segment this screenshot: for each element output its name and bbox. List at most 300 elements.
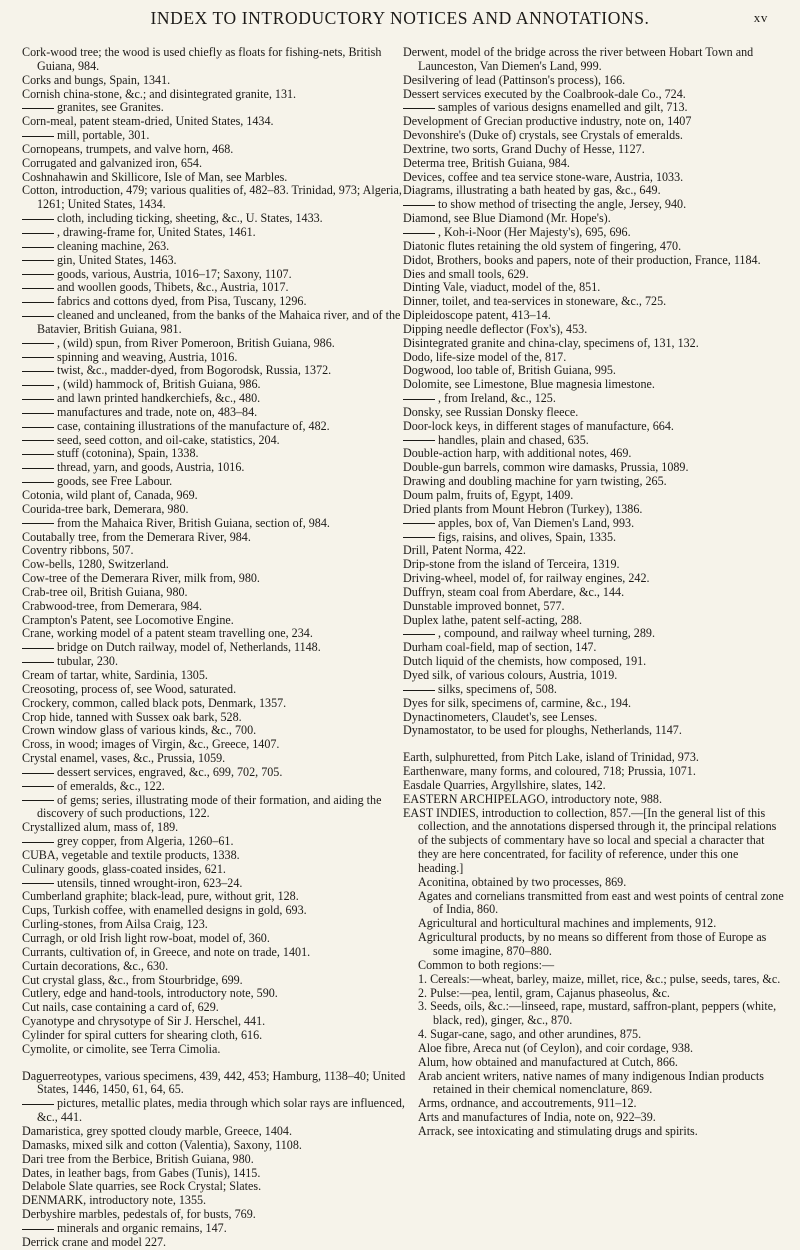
ditto-dash (22, 413, 54, 414)
ditto-dash (22, 274, 54, 275)
index-entry-text: Duffryn, steam coal from Aberdare, &c., 144. (403, 584, 625, 599)
index-entry (403, 973, 785, 987)
index-entry (403, 1056, 785, 1070)
index-entry (403, 447, 785, 461)
index-entry-text: bridge on Dutch railway, model of, Netherlands, 1148. (57, 640, 321, 655)
index-entry (22, 101, 408, 115)
index-entry-text: manufactures and trade, note on, 483–84. (57, 404, 258, 419)
index-entry-text: Development of Grecian productive industry, note on, 1407 (403, 114, 692, 129)
index-entry (22, 974, 408, 988)
index-entry-text: Dipping needle deflector (Fox's), 453. (403, 321, 588, 336)
page-title: INDEX TO INTRODUCTORY NOTICES AND ANNOTATIONS. (150, 8, 650, 28)
index-entry-text: stuff (cotonina), Spain, 1338. (57, 446, 199, 461)
index-entry-text: Corks and bungs, Spain, 1341. (22, 72, 171, 87)
index-entry (22, 351, 408, 365)
index-entry (403, 600, 785, 614)
index-entry (22, 1070, 408, 1098)
index-entry-text: Cyanotype and chrysotype of Sir J. Herschel, 441. (22, 1014, 266, 1029)
index-entry (403, 627, 785, 641)
index-entry (403, 184, 785, 198)
index-entry-text: Agates and cornelians transmitted from east and west points of central zone of India, 860. (418, 888, 784, 917)
index-entry-text: Crockery, common, called black pots, Denmark, 1357. (22, 695, 287, 710)
ditto-dash (22, 842, 54, 843)
ditto-dash (22, 440, 54, 441)
index-entry-text: Cups, Turkish coffee, with enamelled designs in gold, 693. (22, 903, 307, 918)
index-entry-text: , (wild) spun, from River Pomeroon, British Guiana, 986. (57, 335, 335, 350)
index-entry (22, 724, 408, 738)
index-entry (403, 198, 785, 212)
index-entry (22, 88, 408, 102)
index-entry (22, 171, 408, 185)
index-entry (403, 157, 785, 171)
index-entry (403, 378, 785, 392)
index-entry-text: goods, various, Austria, 1016–17; Saxony, 1107. (57, 266, 292, 281)
index-entry-text: Easdale Quarries, Argyllshire, slates, 142. (403, 777, 606, 792)
index-entry-text: Cow-bells, 1280, Switzerland. (22, 557, 169, 572)
index-entry-text: Crane, working model of a patent steam travelling one, 234. (22, 626, 313, 641)
index-entry-text: EASTERN ARCHIPELAGO, introductory note, 988. (403, 791, 662, 806)
index-entry-text: Dolomite, see Limestone, Blue magnesia limestone. (403, 377, 655, 392)
index-entry (22, 268, 408, 282)
index-entry-text: Alum, how obtained and manufactured at Cutch, 866. (418, 1054, 678, 1069)
index-entry-text: from the Mahaica River, British Guiana, section of, 984. (57, 515, 330, 530)
index-entry (22, 281, 408, 295)
index-entry (22, 157, 408, 171)
index-entry (403, 779, 785, 793)
index-entry-text: Crystal enamel, vases, &c., Prussia, 1059. (22, 751, 226, 766)
index-entry-text: Dynactinometers, Claudet's, see Lenses. (403, 709, 598, 724)
index-entry-text: tubular, 230. (57, 654, 118, 669)
index-entry (22, 572, 408, 586)
index-entry-text: Arab ancient writers, native names of many indigenous Indian products retained in their chemical nomenclature, 869. (418, 1068, 764, 1097)
index-entry-text: 4. Sugar-cane, sago, and other arundines, 875. (418, 1027, 642, 1042)
index-entry-text: spinning and weaving, Austria, 1016. (57, 349, 238, 364)
index-entry (22, 143, 408, 157)
index-entry-text: and woollen goods, Thibets, &c., Austria, 1017. (57, 280, 289, 295)
index-entry (22, 1125, 408, 1139)
index-entry (22, 337, 408, 351)
ditto-dash (403, 523, 435, 524)
index-entry (22, 544, 408, 558)
index-entry (403, 101, 785, 115)
index-entry (22, 461, 408, 475)
index-entry-text: samples of various designs enamelled and gilt, 713. (438, 100, 688, 115)
index-entry (22, 226, 408, 240)
index-entry (22, 697, 408, 711)
ditto-dash (22, 786, 54, 787)
ditto-dash (22, 233, 54, 234)
index-entry-text: fabrics and cottons dyed, from Pisa, Tuscany, 1296. (57, 294, 307, 309)
index-entry (22, 586, 408, 600)
index-entry-text: grey copper, from Algeria, 1260–61. (57, 834, 234, 849)
index-entry-text: Coutabally tree, from the Demerara River, 984. (22, 529, 251, 544)
index-entry-text: Dodo, life-size model of the, 817. (403, 349, 567, 364)
index-entry (22, 683, 408, 697)
ditto-dash (22, 371, 54, 372)
index-entry-text: , drawing-frame for, United States, 1461. (57, 224, 256, 239)
index-entry-text: Cross, in wood; images of Virgin, &c., Greece, 1407. (22, 737, 280, 752)
index-entry (22, 890, 408, 904)
index-entry-text: Cotton, introduction, 479; various qualities of, 482–83. Trinidad, 973; Algeria, 1261; United States, 1434. (22, 183, 402, 212)
index-entry (403, 711, 785, 725)
index-entry-text: Door-lock keys, in different stages of manufacture, 664. (403, 418, 674, 433)
ditto-dash (22, 219, 54, 220)
index-entry-text: Corrugated and galvanized iron, 654. (22, 155, 203, 170)
index-entry-text: granites, see Granites. (57, 100, 164, 115)
index-entry (22, 517, 408, 531)
index-entry (403, 88, 785, 102)
index-entry-text: Arms, ordnance, and accoutrements, 911–12. (418, 1096, 637, 1111)
index-entry (403, 876, 785, 890)
index-entry (403, 614, 785, 628)
index-entry-text: Aloe fibre, Areca nut (of Ceylon), and coir cordage, 938. (418, 1040, 694, 1055)
index-entry-text: Crown window glass of various kinds, &c., 700. (22, 723, 257, 738)
index-entry (22, 240, 408, 254)
index-entry (22, 254, 408, 268)
index-entry (403, 1125, 785, 1139)
index-entry (403, 171, 785, 185)
index-entry (22, 1180, 408, 1194)
index-entry-text: Devonshire's (Duke of) crystals, see Crystals of emeralds. (403, 128, 683, 143)
index-entry-text: , from Ireland, &c., 125. (438, 391, 556, 406)
index-entry (403, 392, 785, 406)
ditto-dash (22, 427, 54, 428)
index-entry (403, 489, 785, 503)
index-entry-text: apples, box of, Van Diemen's Land, 993. (438, 515, 635, 530)
index-entry-text: Dunstable improved bonnet, 577. (403, 598, 565, 613)
index-entry-text: Derwent, model of the bridge across the river between Hobart Town and Launceston, Van Diemen's Land, 999. (403, 45, 754, 73)
index-entry (403, 531, 785, 545)
index-entry-text: Coshnahawin and Skillicore, Isle of Man, see Marbles. (22, 169, 288, 184)
index-entry (22, 129, 408, 143)
index-entry (403, 406, 785, 420)
index-entry-text: Drill, Patent Norma, 422. (403, 543, 526, 558)
index-entry-text: Dogwood, loo table of, British Guiana, 995. (403, 363, 616, 378)
index-entry-text: Durham coal-field, map of section, 147. (403, 640, 597, 655)
index-entry-text: Dates, in leather bags, from Gabes (Tunis), 1415. (22, 1165, 261, 1180)
index-entry (403, 586, 785, 600)
index-entry (22, 627, 408, 641)
index-entry-text: 2. Pulse:—pea, lentil, gram, Cajanus phaseolus, &c. (418, 985, 670, 1000)
index-entry (403, 765, 785, 779)
index-entry (22, 184, 408, 212)
index-entry (403, 558, 785, 572)
index-entry (403, 351, 785, 365)
index-entry (403, 931, 785, 959)
index-entry-text: Driving-wheel, model of, for railway engines, 242. (403, 571, 650, 586)
ditto-dash (22, 260, 54, 261)
index-entry-text: Double-gun barrels, common wire damasks, Prussia, 1089. (403, 460, 689, 475)
index-entry-text: Dipleidoscope patent, 413–14. (403, 308, 551, 323)
index-entry-text: Crabwood-tree, from Demerara, 984. (22, 598, 202, 613)
index-entry-text: Cream of tartar, white, Sardinia, 1305. (22, 667, 208, 682)
index-entry (22, 447, 408, 461)
ditto-dash (22, 800, 54, 801)
ditto-dash (22, 523, 54, 524)
index-entry-text: , (wild) hammock of, British Guiana, 986. (57, 377, 261, 392)
index-entry (22, 752, 408, 766)
index-entry (22, 212, 408, 226)
ditto-dash (22, 482, 54, 483)
index-entry (22, 877, 408, 891)
index-entry-text: Drip-stone from the island of Terceira, 1319. (403, 557, 620, 572)
index-entry (403, 240, 785, 254)
index-entry-text: Cork-wood tree; the wood is used chiefly as floats for fishing-nets, British Guiana, 984. (22, 45, 382, 73)
index-entry-text: Cutlery, edge and hand-tools, introductory note, 590. (22, 986, 278, 1001)
index-entry (403, 295, 785, 309)
index-entry (403, 641, 785, 655)
index-entry-text: Dinner, toilet, and tea-services in stoneware, &c., 725. (403, 294, 667, 309)
index-entry (22, 1236, 408, 1250)
index-entry (403, 655, 785, 669)
index-entry-text: 1. Cereals:—wheat, barley, maize, millet, rice, &c.; pulse, seeds, tares, &c. (418, 971, 781, 986)
index-entry-text: seed, seed cotton, and oil-cake, statistics, 204. (57, 432, 280, 447)
ditto-dash (22, 247, 54, 248)
index-entry-text: Duplex lathe, patent self-acting, 288. (403, 612, 582, 627)
index-entry (22, 655, 408, 669)
ditto-dash (22, 108, 54, 109)
index-entry (22, 46, 408, 74)
ditto-dash (403, 634, 435, 635)
index-entry (22, 987, 408, 1001)
index-entry-text: handles, plain and chased, 635. (438, 432, 589, 447)
index-entry-text: DENMARK, introductory note, 1355. (22, 1193, 207, 1208)
index-entry (22, 780, 408, 794)
index-entry (22, 932, 408, 946)
index-entry-text: Crab-tree oil, British Guiana, 980. (22, 584, 188, 599)
index-entry (22, 1029, 408, 1043)
index-entry (403, 129, 785, 143)
index-entry-text: to show method of trisecting the angle, Jersey, 940. (438, 197, 687, 212)
index-entry (22, 420, 408, 434)
index-entry-text: , compound, and railway wheel turning, 289. (438, 626, 655, 641)
ditto-dash (22, 385, 54, 386)
index-entry (22, 1015, 408, 1029)
ditto-dash (22, 468, 54, 469)
index-entry (22, 392, 408, 406)
index-entry (22, 849, 408, 863)
index-entry (403, 572, 785, 586)
index-entry (22, 115, 408, 129)
index-entry (403, 1028, 785, 1042)
index-entry (403, 1111, 785, 1125)
index-entry (403, 212, 785, 226)
ditto-dash (403, 440, 435, 441)
index-entry (22, 766, 408, 780)
index-entry (22, 1097, 408, 1125)
index-entry (22, 1167, 408, 1181)
index-entry-text: utensils, tinned wrought-iron, 623–24. (57, 875, 243, 890)
index-entry-text: Common to both regions:— (418, 957, 555, 972)
index-entry-text: Double-action harp, with additional notes, 469. (403, 446, 632, 461)
index-entry (403, 337, 785, 351)
index-entry-text: EAST INDIES, introduction to collection, 857.—[In the general list of this collection, and the annotations dispersed through it, the principal relations of the subjects of commentary have so local and special a character that they are here concentrated, for facility of reference, under this one heading.] (403, 805, 777, 875)
index-entry-text: Courida-tree bark, Demerara, 980. (22, 501, 189, 516)
index-entry (403, 890, 785, 918)
index-entry (22, 406, 408, 420)
ditto-dash (22, 136, 54, 137)
index-entry-text: Dari tree from the Berbice, British Guiana, 980. (22, 1151, 254, 1166)
index-entry-text: Creosoting, process of, see Wood, saturated. (22, 681, 237, 696)
index-entry-text: dessert services, engraved, &c., 699, 702, 705. (57, 764, 283, 779)
index-entry-text: Culinary goods, glass-coated insides, 621. (22, 861, 226, 876)
index-entry-text: Arrack, see intoxicating and stimulating drugs and spirits. (418, 1123, 698, 1138)
index-entry (403, 364, 785, 378)
ditto-dash (22, 1104, 54, 1105)
index-entry-text: Derbyshire marbles, pedestals of, for busts, 769. (22, 1207, 256, 1222)
index-entry-text: Drawing and doubling machine for yarn twisting, 265. (403, 474, 667, 489)
index-entry-text: Damasks, mixed silk and cotton (Valentia), Saxony, 1108. (22, 1137, 302, 1152)
index-entry-text: Doum palm, fruits of, Egypt, 1409. (403, 488, 574, 502)
index-entry (22, 434, 408, 448)
index-entry-text: Daguerreotypes, various specimens, 439, 442, 453; Hamburg, 1138–40; United States, 1446, 1450, 61, 64, 65. (22, 1068, 406, 1097)
index-entry (22, 738, 408, 752)
index-entry (22, 1043, 408, 1057)
index-entry (403, 987, 785, 1001)
index-entry-text: Cotonia, wild plant of, Canada, 969. (22, 488, 198, 502)
index-entry-text: Cornish china-stone, &c.; and disintegrated granite, 131. (22, 86, 297, 101)
index-entry-text: Agricultural products, by no means so different from those of Europe as some imagine, 870–880. (418, 930, 767, 958)
index-entry-text: cleaned and uncleaned, from the banks of the Mahaica river, and of the Batavier, British Guiana, 981. (37, 308, 401, 336)
index-entry-text: Desilvering of lead (Pattinson's process), 166. (403, 72, 626, 87)
index-entry-text: Corn-meal, patent steam-dried, United States, 1434. (22, 114, 274, 129)
index-entry (403, 268, 785, 282)
index-entry (403, 959, 785, 973)
index-entry-text: Earthenware, many forms, and coloured, 718; Prussia, 1071. (403, 764, 696, 779)
index-entry (22, 711, 408, 725)
index-entry-text: Donsky, see Russian Donsky fleece. (403, 404, 579, 419)
index-entry (22, 378, 408, 392)
index-entry-text: Cylinder for spiral cutters for shearing cloth, 616. (22, 1027, 263, 1042)
index-entry (22, 489, 408, 503)
index-entry-text: Dynamostator, to be used for ploughs, Netherlands, 1147. (403, 723, 682, 738)
index-entry (403, 793, 785, 807)
index-entry-text: Devices, coffee and tea service stone-ware, Austria, 1033. (403, 169, 684, 184)
index-entry-text: Disintegrated granite and china-clay, specimens of, 131, 132. (403, 335, 699, 350)
ditto-dash (403, 205, 435, 206)
index-entry-text: Diatonic flutes retaining the old system of fingering, 470. (403, 238, 682, 253)
index-entry (403, 683, 785, 697)
index-entry-text: and lawn printed handkerchiefs, &c., 480. (57, 391, 261, 406)
index-entry-text: Crystallized alum, mass of, 189. (22, 820, 179, 835)
index-entry-text: figs, raisins, and olives, Spain, 1335. (438, 529, 617, 544)
ditto-dash (22, 1229, 54, 1230)
index-entry (22, 1222, 408, 1236)
index-entry-text: Curragh, or old Irish light row-boat, model of, 360. (22, 931, 270, 945)
index-entry (22, 1153, 408, 1167)
index-entry-text: Cymolite, or cimolite, see Terra Cimolia. (22, 1041, 221, 1056)
index-entry (403, 544, 785, 558)
index-entry (403, 1000, 785, 1028)
index-entry (403, 461, 785, 475)
index-entry-text: Dextrine, two sorts, Grand Duchy of Hesse, 1127. (403, 141, 645, 156)
index-entry-text: gin, United States, 1463. (57, 252, 177, 267)
index-entry-text: Cow-tree of the Demerara River, milk from, 980. (22, 571, 260, 586)
index-entry-text: Derrick crane and model 227. (22, 1234, 167, 1249)
index-entry-text: mill, portable, 301. (57, 128, 150, 143)
index-entry (22, 295, 408, 309)
index-entry-text: Crop hide, tanned with Sussex oak bark, 528. (22, 709, 242, 724)
index-entry (22, 863, 408, 877)
index-entry (22, 835, 408, 849)
index-entry (403, 281, 785, 295)
index-entry (22, 475, 408, 489)
index-entry (403, 503, 785, 517)
index-entry (22, 794, 408, 822)
index-entry (22, 1194, 408, 1208)
index-entry-text: twist, &c., madder-dyed, from Bogorodsk, Russia, 1372. (57, 363, 332, 378)
index-entry-text: Coventry ribbons, 507. (22, 543, 134, 558)
index-entry-text: Cut nails, case containing a card of, 629. (22, 1000, 219, 1015)
index-entry (403, 669, 785, 683)
running-head (0, 8, 800, 29)
index-entry-text: Dutch liquid of the chemists, how composed, 191. (403, 654, 647, 669)
index-entry (403, 807, 785, 876)
index-entry (403, 1042, 785, 1056)
index-entry (22, 503, 408, 517)
index-entry (22, 1139, 408, 1153)
index-entry-text: silks, specimens of, 508. (438, 681, 557, 696)
index-entry-text: pictures, metallic plates, media through which solar rays are influenced, &c., 441. (37, 1096, 405, 1125)
index-entry-text: Dessert services executed by the Coalbrook-dale Co., 724. (403, 86, 686, 101)
ditto-dash (403, 108, 435, 109)
index-entry-text: Diagrams, illustrating a bath heated by gas, &c., 649. (403, 183, 661, 198)
index-entry (22, 641, 408, 655)
index-entry-text: Dried plants from Mount Hebron (Turkey), 1386. (403, 501, 643, 516)
ditto-dash (403, 233, 435, 234)
index-entry-text: 3. Seeds, oils, &c.:—linseed, rape, mustard, saffron-plant, peppers (white, black, red), ginger, &c., 870. (418, 999, 777, 1028)
index-entry-text: Curling-stones, from Ailsa Craig, 123. (22, 917, 208, 932)
index-entry-text: , Koh-i-Noor (Her Majesty's), 695, 696. (438, 224, 631, 239)
index-entry-text: Dinting Vale, viaduct, model of the, 851. (403, 280, 601, 295)
ditto-dash (22, 648, 54, 649)
index-entry (403, 254, 785, 268)
index-entry-text: Curtain decorations, &c., 630. (22, 958, 169, 973)
ditto-dash (22, 662, 54, 663)
index-entry-text: Delabole Slate quarries, see Rock Crystal; Slates. (22, 1179, 262, 1194)
ditto-dash (403, 690, 435, 691)
index-entry (403, 46, 785, 74)
index-entry-text: Dies and small tools, 629. (403, 266, 529, 281)
index-entry-text: Arts and manufactures of India, note on, 922–39. (418, 1110, 656, 1125)
ditto-dash (403, 537, 435, 538)
index-entry-text: Didot, Brothers, books and papers, note of their production, France, 1184. (403, 252, 761, 267)
index-entry (403, 724, 785, 738)
ditto-dash (22, 343, 54, 344)
ditto-dash (22, 302, 54, 303)
index-entry-text: Currants, cultivation of, in Greece, and note on trade, 1401. (22, 944, 311, 959)
index-entry (22, 960, 408, 974)
index-entry-text: Cut crystal glass, &c., from Stourbridge, 699. (22, 972, 243, 987)
ditto-dash (403, 399, 435, 400)
index-entry (403, 697, 785, 711)
index-entry (22, 364, 408, 378)
index-entry-text: Damaristica, grey spotted cloudy marble, Greece, 1404. (22, 1123, 292, 1138)
index-entry (403, 517, 785, 531)
index-entry-text: Dyes for silk, specimens of, carmine, &c., 194. (403, 695, 632, 710)
index-entry (403, 420, 785, 434)
index-entry-text: Crampton's Patent, see Locomotive Engine. (22, 612, 234, 627)
index-entry-text: case, containing illustrations of the manufacture of, 482. (57, 418, 330, 433)
index-entry-text: Aconitina, obtained by two processes, 869. (418, 874, 627, 889)
index-entry-text: cleaning machine, 263. (57, 238, 170, 253)
index-entry-text: Diamond, see Blue Diamond (Mr. Hope's). (403, 211, 611, 226)
index-entry (403, 323, 785, 337)
index-entry (403, 1097, 785, 1111)
ditto-dash (22, 357, 54, 358)
index-entry (403, 74, 785, 88)
index-entry (22, 531, 408, 545)
